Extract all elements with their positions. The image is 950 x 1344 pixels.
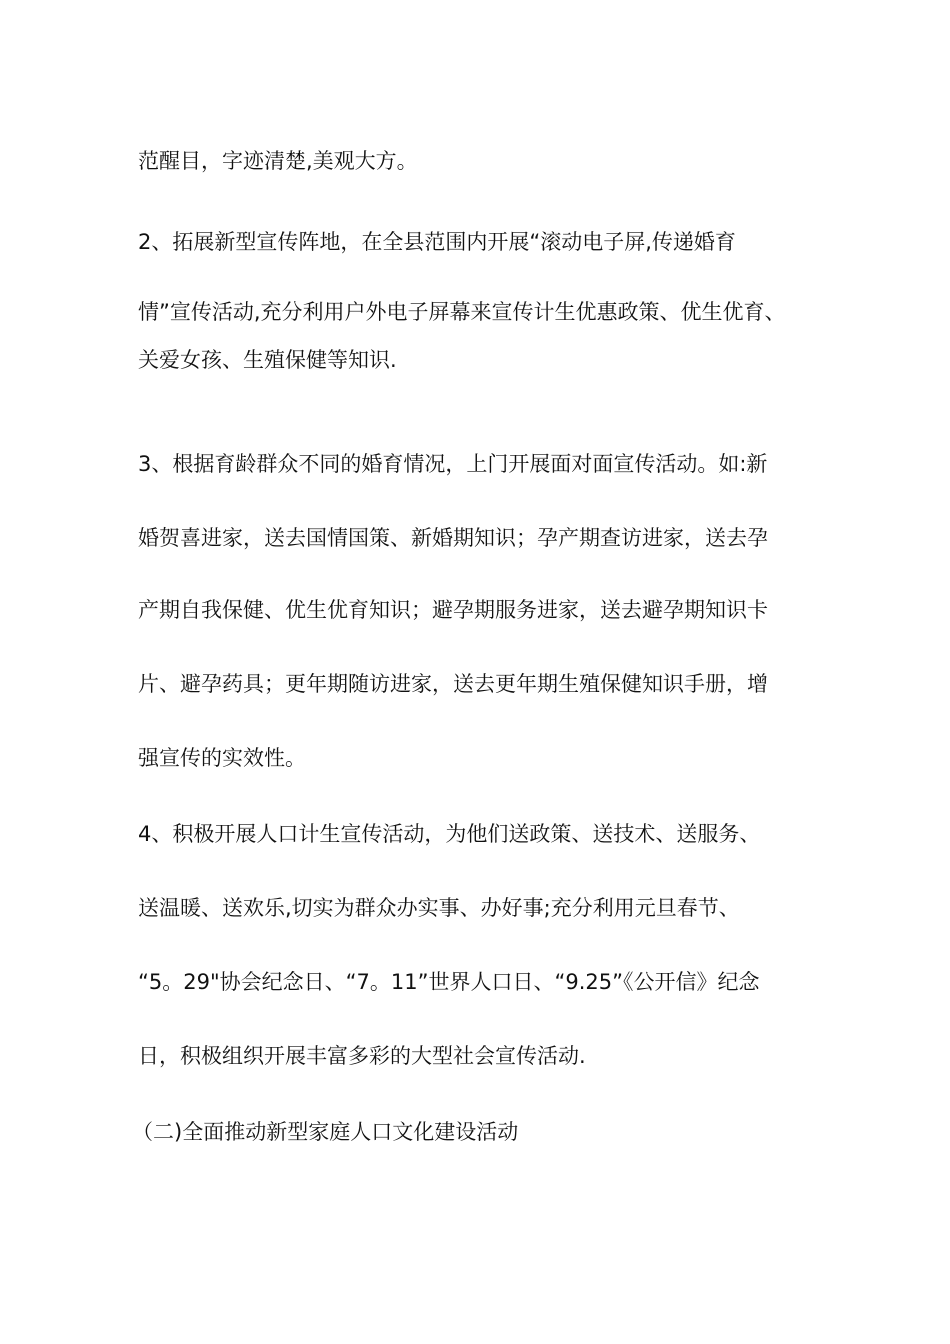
paragraph-line: 片、避孕药具；更年期随访进家，送去更年期生殖保健知识手册，增 <box>138 672 768 696</box>
paragraph-line: 产期自我保健、优生优育知识；避孕期服务进家，送去避孕期知识卡 <box>138 598 768 622</box>
paragraph-line: 送温暖、送欢乐,切实为群众办实事、办好事;充分利用元旦春节、 <box>138 896 740 920</box>
paragraph-line: 情”宣传活动,充分利用户外电子屏幕来宣传计生优惠政策、优生优育、 <box>138 300 786 324</box>
section-heading: （二)全面推动新型家庭人口文化建设活动 <box>132 1120 519 1144</box>
paragraph-line: 2、拓展新型宣传阵地，在全县范围内开展“滚动电子屏,传递婚育 <box>138 230 736 254</box>
paragraph-line: 4、积极开展人口计生宣传活动，为他们送政策、送技术、送服务、 <box>138 822 761 846</box>
paragraph-line: 强宣传的实效性。 <box>138 746 306 770</box>
paragraph-line: 婚贺喜进家，送去国情国策、新婚期知识；孕产期查访进家，送去孕 <box>138 526 768 550</box>
paragraph-line: 范醒目，字迹清楚,美观大方。 <box>138 149 418 173</box>
paragraph-line: 3、根据育龄群众不同的婚育情况，上门开展面对面宣传活动。如:新 <box>138 452 768 476</box>
paragraph-line: 关爱女孩、生殖保健等知识. <box>138 348 397 372</box>
paragraph-line: 日，积极组织开展丰富多彩的大型社会宣传活动. <box>138 1044 586 1068</box>
paragraph-line: “5。29"协会纪念日、“7。11”世界人口日、“9.25”《公开信》纪念 <box>138 970 760 994</box>
